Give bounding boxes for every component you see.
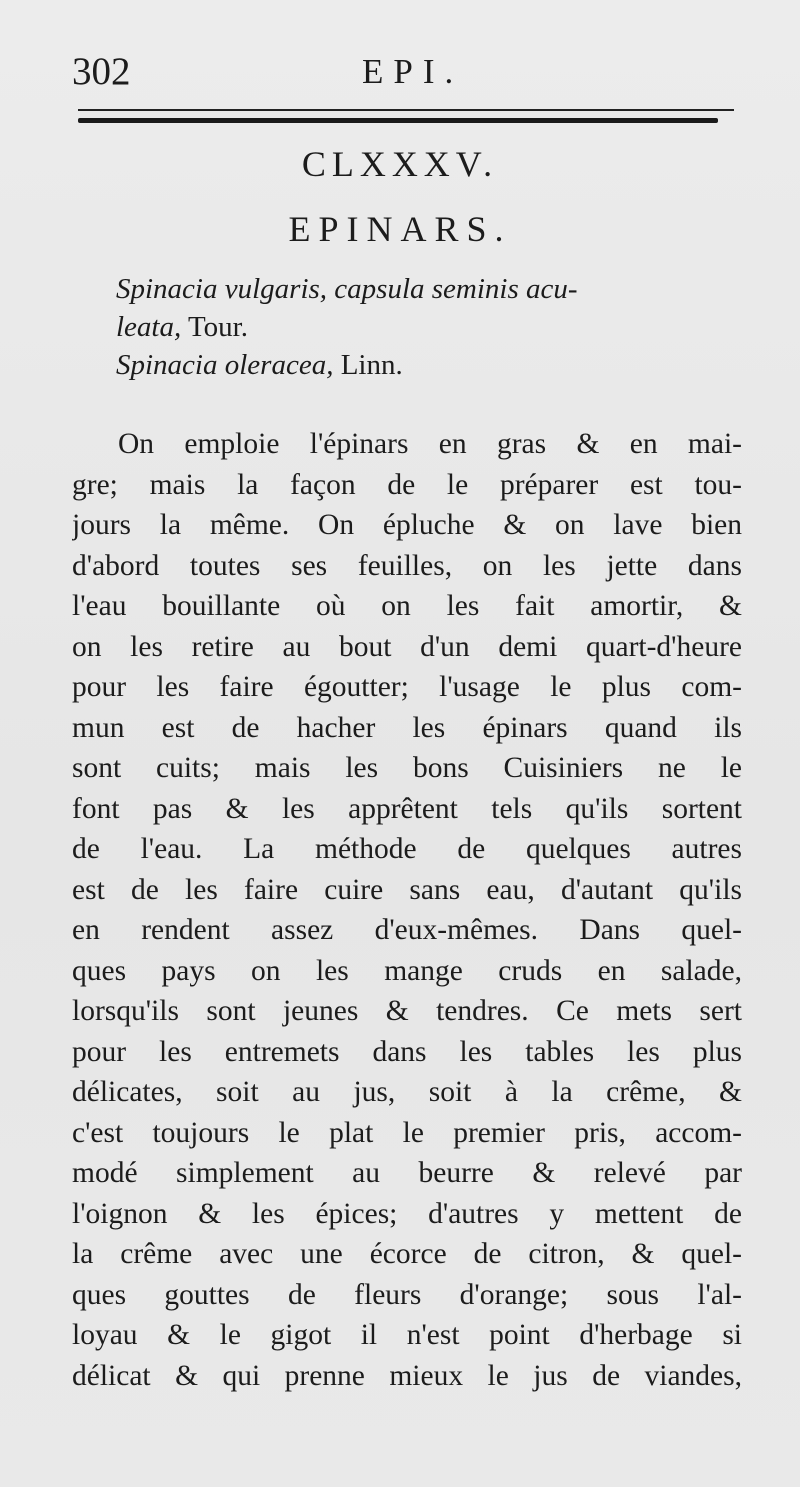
text-line: gre; mais la façon de le préparer est tou- [72, 468, 742, 501]
text-line: On emploie l'épinars en gras & en mai- [118, 428, 742, 460]
text-line: mun est de hacher les épinars quand ils [72, 711, 742, 744]
synonym-tournefort [78, 270, 738, 346]
text-line: jours la même. On épluche & on lave bien [72, 509, 742, 541]
text-line: en rendent assez d'eux-mêmes. Dans quel- [72, 914, 742, 946]
page-header [72, 42, 732, 102]
synonym-latin: Spinacia oleracea, [116, 349, 334, 381]
synonym-latin-continued: leata, [116, 311, 182, 343]
synonym-author: Tour. [181, 311, 248, 343]
synonym-author: Linn. [333, 349, 403, 381]
text-line: loyau & le gigot il n'est point d'herbage si [72, 1319, 742, 1351]
text-line: c'est toujours le plat le premier pris, accom- [72, 1116, 742, 1149]
running-head: EPI. [362, 52, 464, 91]
chapter-title: EPINARS. [288, 209, 512, 249]
text-line: délicat & qui prenne mieux le jus de viandes, [72, 1359, 742, 1392]
body-paragraph [72, 424, 742, 1396]
text-line: font pas & les apprêtent tels qu'ils sortent [72, 792, 742, 825]
text-line: sont cuits; mais les bons Cuisiniers ne le [72, 752, 742, 784]
text-line: on les retire au bout d'un demi quart-d'heure [72, 630, 742, 663]
text-line: ques pays on les mange cruds en salade, [72, 954, 742, 987]
header-rule [78, 118, 718, 123]
text-line: pour les entremets dans les tables les plus [72, 1035, 742, 1068]
synonym-list [78, 270, 738, 384]
synonym-latin: Spinacia vulgaris, capsula seminis acu- [116, 273, 578, 305]
text-line: délicates, soit au jus, soit à la crême, & [72, 1076, 742, 1108]
text-line: pour les faire égoutter; l'usage le plus com- [72, 671, 742, 703]
text-line: de l'eau. La méthode de quelques autres [72, 833, 742, 865]
text-line: modé simplement au beurre & relevé par [72, 1157, 742, 1189]
text-line: l'oignon & les épices; d'autres y mettent de [72, 1197, 742, 1230]
text-line: lorsqu'ils sont jeunes & tendres. Ce mets sert [72, 995, 742, 1027]
text-line: ques gouttes de fleurs d'orange; sous l'al- [72, 1278, 742, 1311]
text-line: la crême avec une écorce de citron, & quel- [72, 1238, 742, 1270]
synonym-linnaeus [78, 346, 738, 384]
text-line: est de les faire cuire sans eau, d'autant qu'ils [72, 873, 742, 906]
text-line: l'eau bouillante où on les fait amortir, & [72, 590, 742, 622]
synonym-continuation [78, 308, 248, 346]
text-line: d'abord toutes ses feuilles, on les jette dans [72, 549, 742, 582]
chapter-number: CLXXXV. [301, 144, 499, 184]
page-number: 302 [72, 50, 131, 93]
